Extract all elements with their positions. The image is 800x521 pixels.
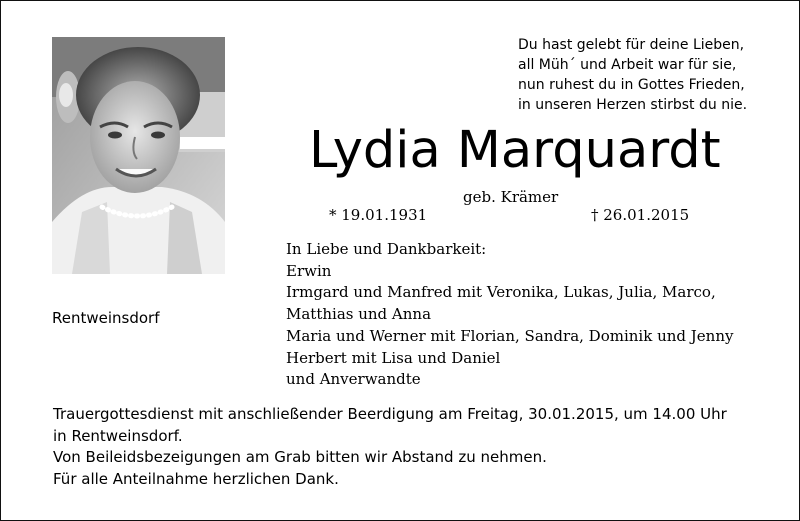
portrait-photo [52, 37, 225, 274]
mourner-line: Erwin [286, 261, 332, 280]
poem-line: Du hast gelebt für deine Lieben, [518, 37, 745, 53]
mourners-intro: In Liebe und Dankbarkeit: [286, 240, 487, 258]
poem [518, 35, 778, 115]
mourner-line: und Anverwandte [286, 370, 421, 389]
funeral-line: in Rentweinsdorf. [53, 426, 183, 445]
death-date: † 26.01.2015 [591, 206, 690, 224]
funeral-info [53, 404, 793, 490]
poem-line: in unseren Herzen stirbst du nie. [518, 97, 748, 113]
mourner-line: Herbert mit Lisa und Daniel [286, 348, 501, 367]
funeral-line: Trauergottesdienst mit anschließender Beerdigung am Freitag, 30.01.2015, um 14.00 Uhr [53, 405, 727, 423]
mourner-line: Maria und Werner mit Florian, Sandra, Dominik und Jenny [286, 326, 734, 345]
place-label: Rentweinsdorf [52, 309, 160, 327]
funeral-line: Für alle Anteilnahme herzlichen Dank. [53, 469, 339, 488]
poem-line: all Müh´ und Arbeit war für sie, [518, 57, 737, 73]
portrait-image [52, 37, 225, 274]
birth-date: * 19.01.1931 [329, 206, 428, 224]
poem-line: nun ruhest du in Gottes Frieden, [518, 77, 745, 93]
mourner-line: Irmgard und Manfred mit Veronika, Lukas, Julia, Marco, [286, 283, 716, 302]
funeral-line: Von Beileidsbezeigungen am Grab bitten wir Abstand zu nehmen. [53, 448, 547, 466]
mourners-list [286, 239, 786, 391]
deceased-name: Lydia Marquardt [309, 121, 721, 180]
maiden-name: geb. Krämer [463, 188, 559, 206]
mourner-line: Matthias und Anna [286, 305, 432, 324]
